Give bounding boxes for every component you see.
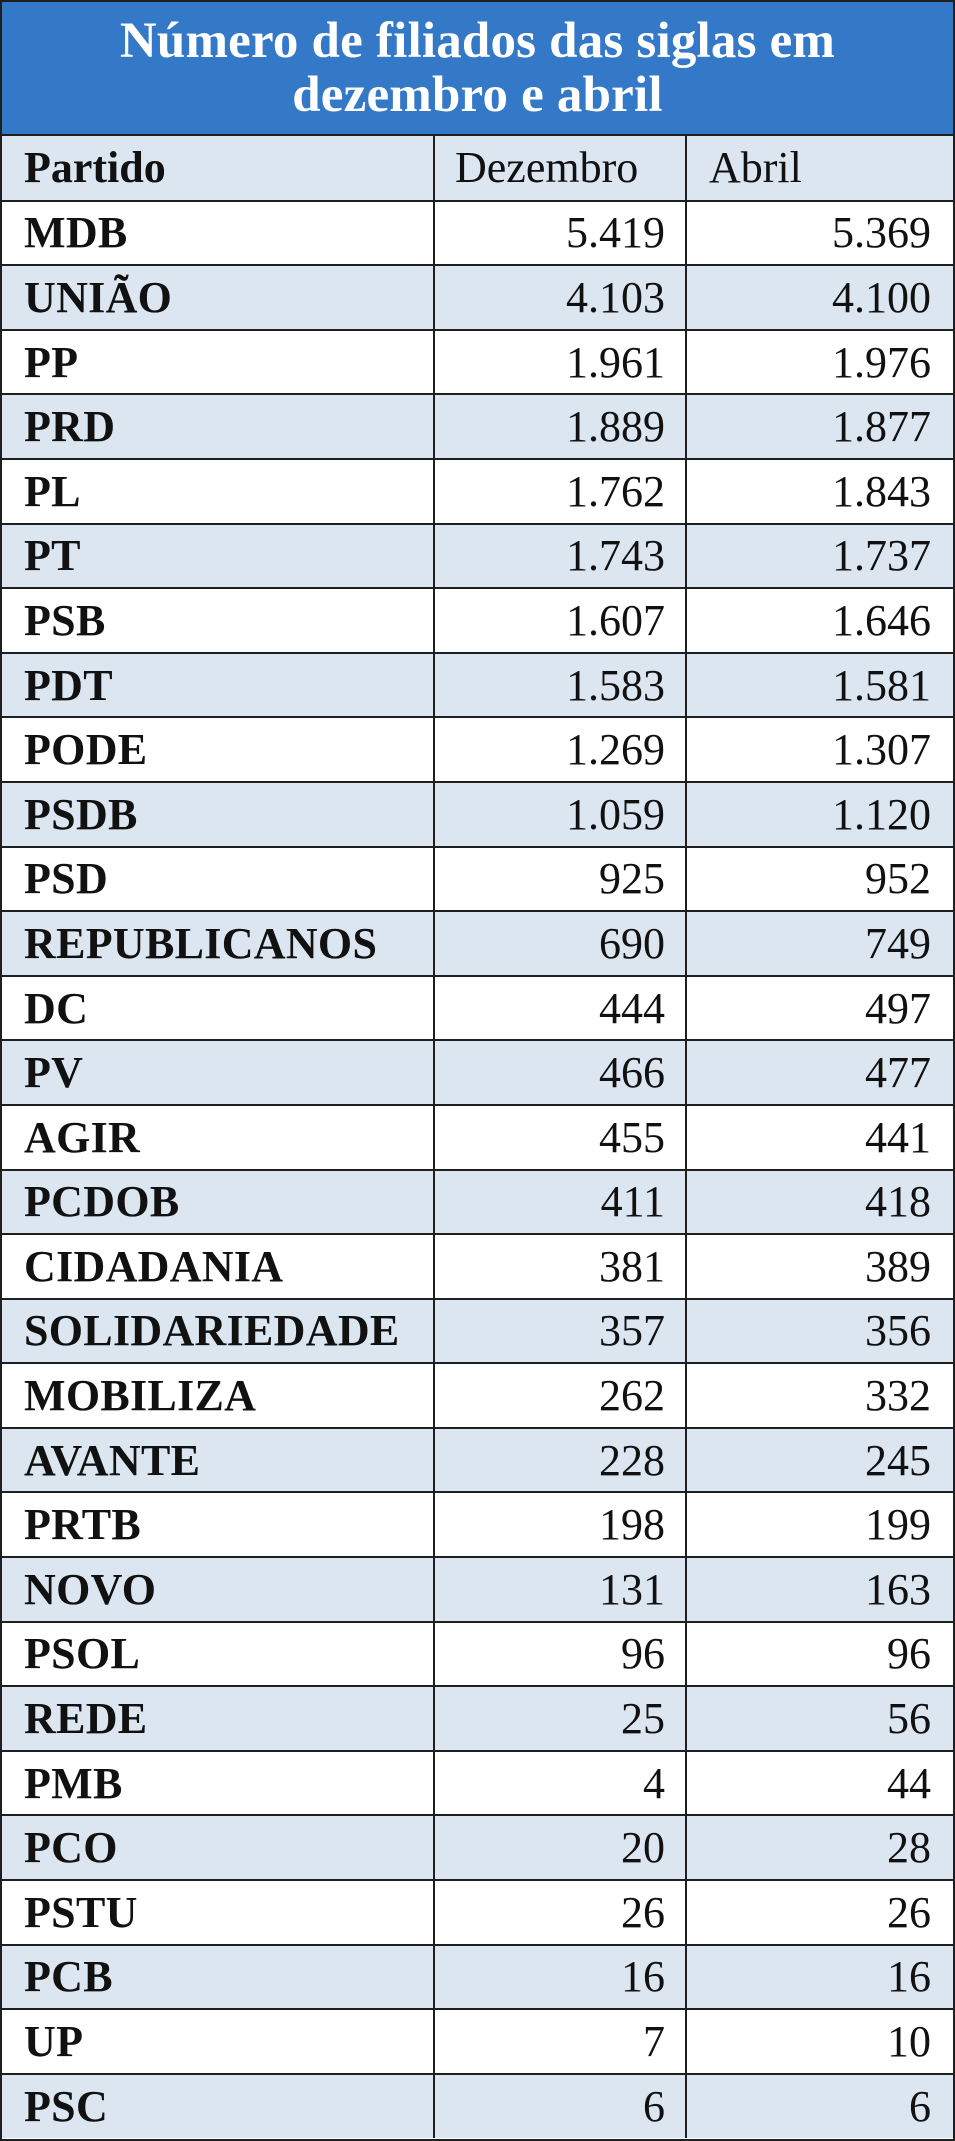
- cell-dezembro: 1.961: [434, 330, 686, 395]
- table-body: [2, 201, 953, 2139]
- cell-dezembro: 466: [434, 1040, 686, 1105]
- cell-abril: 497: [686, 976, 953, 1041]
- table-row: [2, 1686, 953, 1751]
- table-row: [2, 1040, 953, 1105]
- cell-dezembro: 4.103: [434, 265, 686, 330]
- table-row: [2, 1880, 953, 1945]
- table-row: [2, 265, 953, 330]
- table-row: [2, 1299, 953, 1364]
- cell-dezembro: 444: [434, 976, 686, 1041]
- cell-abril: 5.369: [686, 201, 953, 266]
- table-row: [2, 782, 953, 847]
- cell-abril: 477: [686, 1040, 953, 1105]
- table-title: [2, 2, 953, 136]
- cell-dezembro: 5.419: [434, 201, 686, 266]
- table-row: [2, 1234, 953, 1299]
- cell-partido: PCDOB: [2, 1170, 434, 1235]
- cell-dezembro: 7: [434, 2009, 686, 2074]
- cell-dezembro: 1.059: [434, 782, 686, 847]
- cell-abril: 952: [686, 847, 953, 912]
- cell-abril: 1.120: [686, 782, 953, 847]
- table-row: [2, 1170, 953, 1235]
- cell-dezembro: 26: [434, 1880, 686, 1945]
- cell-dezembro: 381: [434, 1234, 686, 1299]
- table-row: [2, 653, 953, 718]
- table-row: [2, 976, 953, 1041]
- cell-abril: 1.843: [686, 459, 953, 524]
- cell-abril: 28: [686, 1815, 953, 1880]
- cell-abril: 1.581: [686, 653, 953, 718]
- table-row: [2, 1815, 953, 1880]
- cell-abril: 26: [686, 1880, 953, 1945]
- cell-partido: AGIR: [2, 1105, 434, 1170]
- cell-partido: PSTU: [2, 1880, 434, 1945]
- table-title-line-2: dezembro e abril: [292, 67, 663, 123]
- table-row: [2, 524, 953, 589]
- cell-partido: PP: [2, 330, 434, 395]
- header-partido: Partido: [2, 136, 434, 201]
- cell-partido: PT: [2, 524, 434, 589]
- cell-dezembro: 4: [434, 1751, 686, 1816]
- cell-dezembro: 1.889: [434, 394, 686, 459]
- table-row: [2, 1363, 953, 1428]
- table-row: [2, 717, 953, 782]
- cell-partido: PCB: [2, 1945, 434, 2010]
- cell-abril: 4.100: [686, 265, 953, 330]
- header-dezembro: Dezembro: [434, 136, 686, 201]
- table-row: [2, 847, 953, 912]
- cell-dezembro: 1.269: [434, 717, 686, 782]
- cell-abril: 199: [686, 1492, 953, 1557]
- cell-abril: 1.737: [686, 524, 953, 589]
- cell-abril: 96: [686, 1622, 953, 1687]
- cell-partido: PDT: [2, 653, 434, 718]
- cell-partido: AVANTE: [2, 1428, 434, 1493]
- cell-dezembro: 16: [434, 1945, 686, 2010]
- cell-partido: PV: [2, 1040, 434, 1105]
- cell-partido: PRD: [2, 394, 434, 459]
- table-header-row: [2, 136, 953, 201]
- cell-partido: PL: [2, 459, 434, 524]
- cell-partido: UP: [2, 2009, 434, 2074]
- table-row: [2, 1428, 953, 1493]
- cell-abril: 1.646: [686, 588, 953, 653]
- cell-abril: 356: [686, 1299, 953, 1364]
- cell-dezembro: 1.583: [434, 653, 686, 718]
- table-row: [2, 2074, 953, 2139]
- cell-dezembro: 1.607: [434, 588, 686, 653]
- cell-abril: 245: [686, 1428, 953, 1493]
- cell-partido: REPUBLICANOS: [2, 911, 434, 976]
- cell-dezembro: 411: [434, 1170, 686, 1235]
- cell-abril: 749: [686, 911, 953, 976]
- cell-dezembro: 198: [434, 1492, 686, 1557]
- cell-abril: 418: [686, 1170, 953, 1235]
- cell-partido: PSD: [2, 847, 434, 912]
- cell-partido: MDB: [2, 201, 434, 266]
- cell-dezembro: 1.743: [434, 524, 686, 589]
- cell-abril: 6: [686, 2074, 953, 2139]
- table-row: [2, 588, 953, 653]
- cell-abril: 1.877: [686, 394, 953, 459]
- cell-abril: 332: [686, 1363, 953, 1428]
- table-row: [2, 911, 953, 976]
- table-row: [2, 330, 953, 395]
- cell-partido: MOBILIZA: [2, 1363, 434, 1428]
- cell-partido: PSOL: [2, 1622, 434, 1687]
- cell-abril: 10: [686, 2009, 953, 2074]
- cell-partido: PMB: [2, 1751, 434, 1816]
- cell-dezembro: 96: [434, 1622, 686, 1687]
- cell-abril: 16: [686, 1945, 953, 2010]
- cell-partido: PSB: [2, 588, 434, 653]
- table-row: [2, 1557, 953, 1622]
- cell-partido: NOVO: [2, 1557, 434, 1622]
- cell-partido: PODE: [2, 717, 434, 782]
- table-row: [2, 1945, 953, 2010]
- table-row: [2, 459, 953, 524]
- cell-abril: 389: [686, 1234, 953, 1299]
- filiados-table: [2, 136, 953, 2138]
- table-row: [2, 394, 953, 459]
- cell-partido: PSDB: [2, 782, 434, 847]
- header-abril: Abril: [686, 136, 953, 201]
- cell-abril: 44: [686, 1751, 953, 1816]
- cell-dezembro: 6: [434, 2074, 686, 2139]
- cell-dezembro: 1.762: [434, 459, 686, 524]
- cell-abril: 163: [686, 1557, 953, 1622]
- cell-dezembro: 455: [434, 1105, 686, 1170]
- cell-abril: 56: [686, 1686, 953, 1751]
- cell-dezembro: 131: [434, 1557, 686, 1622]
- table-row: [2, 1751, 953, 1816]
- cell-partido: CIDADANIA: [2, 1234, 434, 1299]
- cell-dezembro: 25: [434, 1686, 686, 1751]
- cell-abril: 441: [686, 1105, 953, 1170]
- table-title-line-1: Número de filiados das siglas em: [119, 13, 836, 69]
- cell-dezembro: 357: [434, 1299, 686, 1364]
- table-row: [2, 1492, 953, 1557]
- cell-partido: UNIÃO: [2, 265, 434, 330]
- cell-dezembro: 690: [434, 911, 686, 976]
- cell-abril: 1.307: [686, 717, 953, 782]
- cell-dezembro: 262: [434, 1363, 686, 1428]
- cell-partido: PRTB: [2, 1492, 434, 1557]
- cell-dezembro: 20: [434, 1815, 686, 1880]
- cell-dezembro: 925: [434, 847, 686, 912]
- cell-partido: PCO: [2, 1815, 434, 1880]
- table-row: [2, 1622, 953, 1687]
- cell-partido: DC: [2, 976, 434, 1041]
- cell-partido: SOLIDARIEDADE: [2, 1299, 434, 1364]
- table-row: [2, 2009, 953, 2074]
- cell-abril: 1.976: [686, 330, 953, 395]
- cell-partido: REDE: [2, 1686, 434, 1751]
- table-row: [2, 201, 953, 266]
- table-row: [2, 1105, 953, 1170]
- cell-dezembro: 228: [434, 1428, 686, 1493]
- cell-partido: PSC: [2, 2074, 434, 2139]
